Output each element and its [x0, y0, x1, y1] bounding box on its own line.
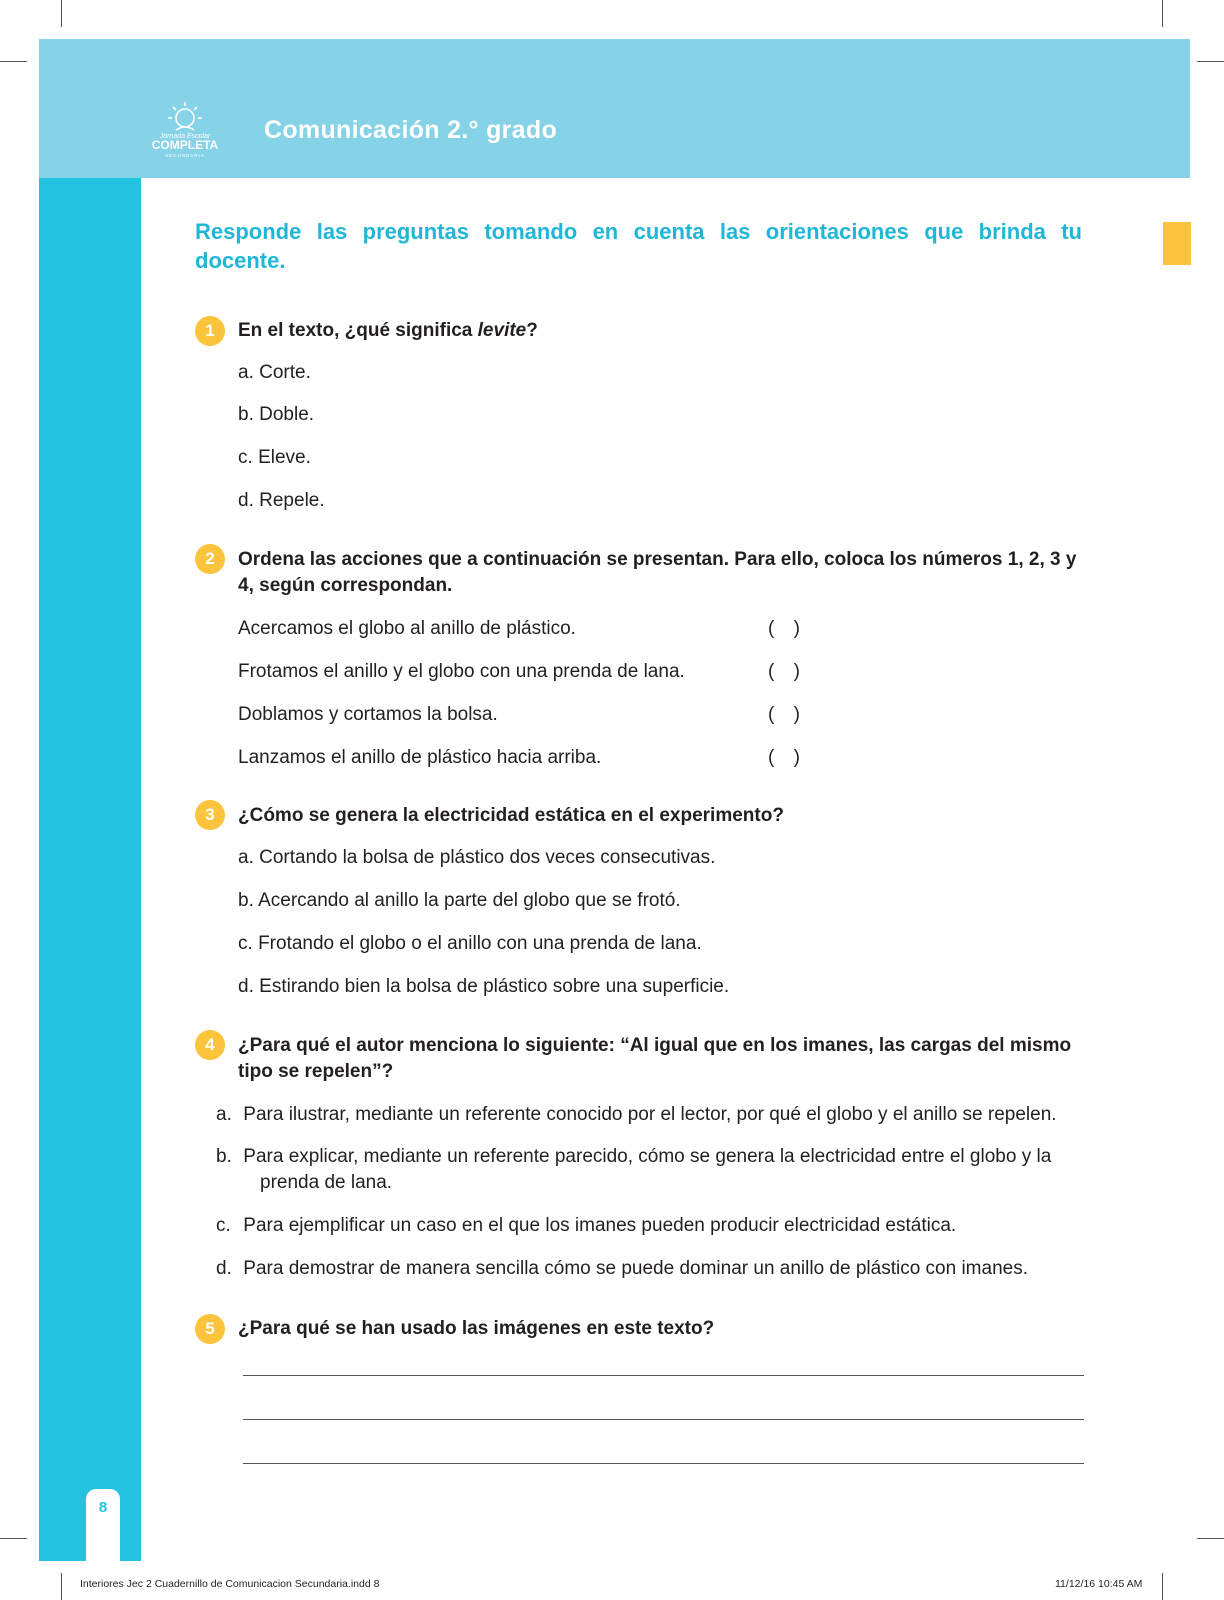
- option-c: c. Para ejemplificar un caso en el que los imanes pueden producir electricidad estática.: [216, 1215, 957, 1236]
- crop-mark: [1197, 1538, 1224, 1539]
- question-number-badge: 2: [195, 544, 225, 574]
- crop-mark: [0, 61, 27, 62]
- question-5-text: ¿Para qué se han usado las imágenes en este texto?: [238, 1318, 715, 1339]
- option-text: Para demostrar de manera sencilla cómo se puede dominar un anillo de plástico con imanes.: [243, 1258, 1028, 1279]
- option-letter: a.: [238, 362, 254, 383]
- slug-timestamp: 11/12/16 10:45 AM: [1055, 1578, 1143, 1590]
- crop-mark: [1197, 61, 1224, 62]
- option-text: Doble.: [259, 404, 315, 425]
- slug-filename: Interiores Jec 2 Cuadernillo de Comunicacion Secundaria.indd 8: [80, 1578, 380, 1590]
- option-d: d. Para demostrar de manera sencilla cómo se puede dominar un anillo de plástico con imanes.: [216, 1258, 1028, 1279]
- option-text: Para explicar, mediante un referente parecido, cómo se genera la electricidad entre el globo y la prenda de lana.: [243, 1146, 1052, 1193]
- option-text: Eleve.: [258, 447, 311, 468]
- order-item: Acercamos el globo al anillo de plástico.: [238, 618, 576, 639]
- option-letter: a.: [238, 847, 254, 868]
- question-number-badge: 4: [195, 1030, 225, 1060]
- q1-text-after: ?: [526, 320, 538, 341]
- logo-line-3: SECUNDARIA: [165, 153, 205, 158]
- option-letter: c.: [238, 447, 253, 468]
- question-number-badge: 3: [195, 800, 225, 830]
- option-a: a. Para ilustrar, mediante un referente conocido por el lector, por qué el globo y el anillo se repelen.: [216, 1104, 1057, 1125]
- question-4-text: ¿Para qué el autor menciona lo siguiente: “Al igual que en los imanes, las cargas del mismo tipo se repelen”?: [238, 1035, 1072, 1082]
- option-text: Estirando bien la bolsa de plástico sobre una superficie.: [259, 976, 730, 997]
- option-c: [238, 931, 1084, 957]
- q1-text-before: En el texto, ¿qué significa: [238, 320, 478, 341]
- answer-blank[interactable]: ( ): [768, 618, 800, 639]
- option-letter: d.: [238, 976, 254, 997]
- option-d: [238, 974, 1084, 1000]
- question-3-text: ¿Cómo se genera la electricidad estática en el experimento?: [238, 805, 784, 826]
- page-number: 8: [98, 1499, 108, 1516]
- question-1-text: [238, 318, 1084, 344]
- order-item: Doblamos y cortamos la bolsa.: [238, 704, 498, 725]
- option-a: [238, 360, 1084, 386]
- option-text: Acercando al anillo la parte del globo que se frotó.: [258, 890, 681, 911]
- answer-line[interactable]: [243, 1463, 1084, 1464]
- option-text: Repele.: [259, 490, 325, 511]
- side-band: [39, 178, 141, 1561]
- question-2-text: Ordena las acciones que a continuación se presentan. Para ello, coloca los números 1, 2, 3 y 4, según correspondan.: [238, 549, 1077, 596]
- option-letter: c.: [238, 933, 253, 954]
- question-number-badge: 5: [195, 1314, 225, 1344]
- instructions-heading: Responde las preguntas tomando en cuenta las orientaciones que brinda tu docente.: [195, 219, 1082, 273]
- option-text: Corte.: [259, 362, 311, 383]
- jornada-escolar-logo: [146, 100, 224, 160]
- option-text: Frotando el globo o el anillo con una prenda de lana.: [258, 933, 702, 954]
- option-a: [238, 845, 1084, 871]
- option-b: b. Para explicar, mediante un referente parecido, cómo se genera la electricidad entre el globo y la prenda de lana.: [216, 1146, 1052, 1193]
- option-text: Para ilustrar, mediante un referente conocido por el lector, por qué el globo y el anillo se repelen.: [243, 1104, 1057, 1125]
- order-item: Lanzamos el anillo de plástico hacia arriba.: [238, 747, 602, 768]
- header-title: Comunicación 2.° grado: [264, 116, 558, 144]
- option-letter: d.: [238, 490, 254, 511]
- question-number-badge: 1: [195, 316, 225, 346]
- option-text: Para ejemplificar un caso en el que los imanes pueden producir electricidad estática.: [243, 1215, 957, 1236]
- answer-line[interactable]: [243, 1375, 1084, 1376]
- crop-mark: [61, 0, 62, 27]
- option-d: [238, 488, 1084, 514]
- answer-line[interactable]: [243, 1419, 1084, 1420]
- crop-mark: [0, 1538, 27, 1539]
- section-tab-marker: [1163, 222, 1191, 265]
- option-text: Cortando la bolsa de plástico dos veces consecutivas.: [259, 847, 716, 868]
- option-letter: b.: [238, 404, 254, 425]
- crop-mark: [1162, 1573, 1163, 1600]
- crop-mark: [61, 1573, 62, 1600]
- option-letter: b.: [238, 890, 254, 911]
- answer-blank[interactable]: ( ): [768, 661, 800, 682]
- option-b: [238, 888, 1084, 914]
- logo-line-1: Jornada Escolar: [159, 133, 211, 140]
- option-c: [238, 445, 1084, 471]
- q1-text-italic: levite: [477, 320, 527, 341]
- answer-blank[interactable]: ( ): [768, 747, 800, 768]
- crop-mark: [1162, 0, 1163, 27]
- option-b: [238, 402, 1084, 428]
- answer-blank[interactable]: ( ): [768, 704, 800, 725]
- order-item: Frotamos el anillo y el globo con una prenda de lana.: [238, 661, 685, 682]
- logo-line-2: COMPLETA: [151, 138, 219, 152]
